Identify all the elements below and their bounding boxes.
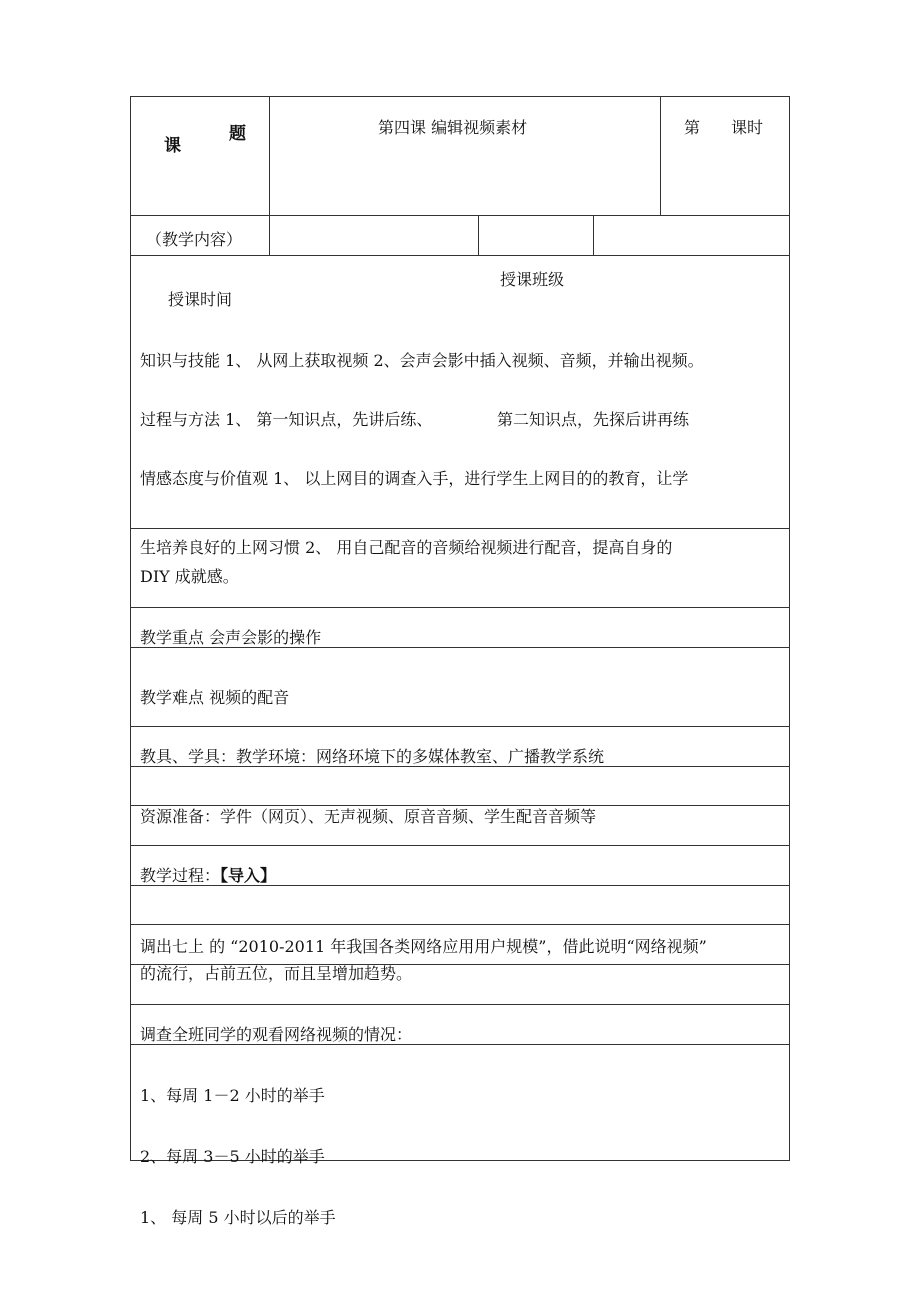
process-label: 教学过程： (140, 866, 221, 885)
rule (130, 924, 790, 925)
rule (130, 1004, 790, 1005)
rule (593, 215, 594, 256)
process-intro: 【导入】 (220, 866, 277, 885)
rule (660, 96, 661, 216)
knowledge-objective: 知识与技能 1、 从网上获取视频 2、会声会影中插入视频、音频，并输出视频。 (140, 351, 704, 370)
rule (478, 215, 479, 256)
list-item: 1、每周 1－2 小时的举手 (140, 1086, 325, 1105)
body-line: 调出七上 的 “2010-2011 年我国各类网络应用用户规模”，借此说明“网络视频” (140, 937, 707, 956)
period-label: 第 (684, 118, 701, 137)
rule (130, 805, 790, 806)
rule (789, 96, 790, 1161)
topic-label: 题 (229, 124, 246, 144)
class-label: 授课班级 (500, 270, 565, 289)
key-point: 教学重点 会声会影的操作 (140, 628, 322, 647)
rule (130, 255, 790, 256)
rule (130, 96, 790, 97)
rule (130, 607, 790, 608)
process-heading (140, 866, 276, 886)
process-objective: 过程与方法 1、 第一知识点，先讲后练、 (140, 410, 433, 429)
topic-label: 课 (164, 136, 181, 156)
emotion-objective: 情感态度与价值观 1、 以上网目的调查入手，进行学生上网目的的教育，让学 (140, 469, 689, 488)
difficulty: 教学难点 视频的配音 (140, 688, 290, 707)
rule (130, 528, 790, 529)
period-label: 课时 (731, 118, 764, 137)
rule (130, 845, 790, 846)
emotion-objective: 生培养良好的上网习惯 2、 用自己配音的音频给视频进行配音，提高自身的 (140, 538, 673, 557)
rule (269, 96, 270, 256)
list-item: 2、每周 3－5 小时的举手 (140, 1147, 325, 1166)
process-objective: 第二知识点，先探后讲再练 (497, 410, 690, 429)
tools: 教具、学具：教学环境：网络环境下的多媒体教室、广播教学系统 (140, 747, 605, 766)
body-line: 的流行，占前五位，而且呈增加趋势。 (140, 964, 413, 983)
time-label: 授课时间 (168, 290, 233, 309)
list-item: 1、 每周 5 小时以后的举手 (140, 1208, 336, 1227)
emotion-objective: DIY 成就感。 (140, 567, 239, 586)
content-label: （教学内容） (146, 230, 243, 249)
lesson-title: 第四课 编辑视频素材 (378, 118, 528, 137)
rule (130, 215, 790, 216)
resources: 资源准备：学件（网页）、无声视频、原音音频、学生配音音频等 (140, 807, 597, 826)
survey-line: 调查全班同学的观看网络视频的情况： (140, 1025, 413, 1044)
rule (130, 726, 790, 727)
rule (130, 96, 131, 1161)
